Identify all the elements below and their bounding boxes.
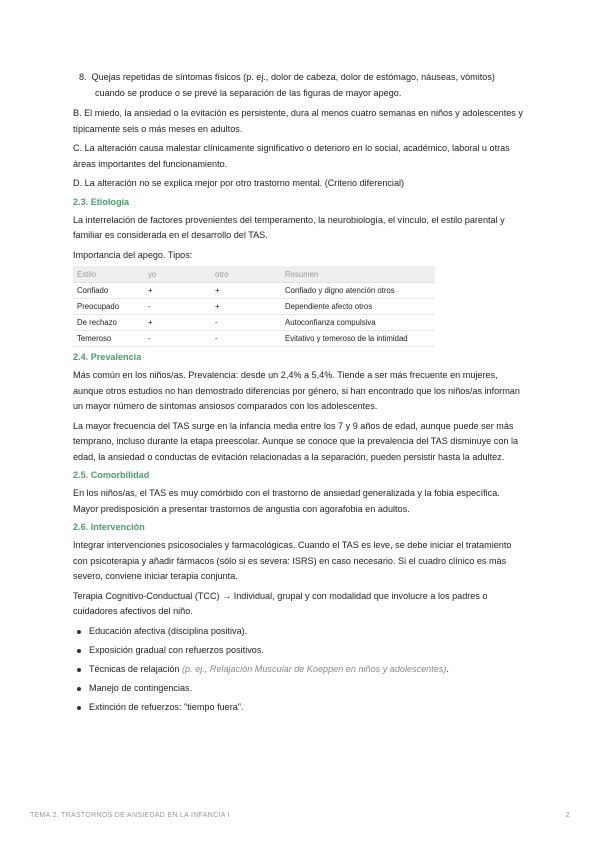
cell-otro: - <box>211 331 281 347</box>
cell-estilo: Temeroso <box>73 331 144 347</box>
header-estilo: Estilo <box>73 266 144 283</box>
list-item: Manejo de contingencias. <box>73 679 526 698</box>
table-row <box>73 331 435 347</box>
attachment-styles-table <box>73 266 435 347</box>
bullet-icon <box>77 687 81 691</box>
page-content <box>73 70 526 717</box>
cell-otro: + <box>211 299 281 315</box>
heading-intervencion: 2.6. Intervención <box>73 522 145 532</box>
header-yo: yo <box>144 266 211 283</box>
table-intro: Importancia del apego. Tipos: <box>73 249 193 260</box>
bullet-icon <box>77 630 81 634</box>
criterion-item-8 <box>73 70 526 101</box>
list-item: Educación afectiva (disciplina positiva). <box>73 622 526 641</box>
cell-yo: + <box>144 283 211 299</box>
cell-estilo: Confiado <box>73 283 144 299</box>
item-text-line1: Quejas repetidas de síntomas físicos (p. ej., dolor de cabeza, dolor de estómago, náuseas, vómitos) <box>91 72 495 82</box>
list-item: Extinción de refuerzos: "tiempo fuera". <box>73 698 526 717</box>
cell-resumen: Dependiente afecto otros <box>281 299 435 315</box>
list-item: Técnicas de relajación (p. ej., Relajación Muscular de Koeppen en niños y adolescentes). <box>73 660 526 679</box>
heading-prevalencia: 2.4. Prevalencia <box>73 352 142 362</box>
intervencion-text-1: Integrar intervenciones psicosociales y farmacológicas. Cuando el TAS es leve, se debe iniciar el tratamiento con psicoterapia y añadir fármacos (sólo si es severa: ISRS) en caso necesario. Si el cuadro clínico es más severo, conviene iniciar terapia conjunta. <box>73 540 512 581</box>
header-otro: otro <box>211 266 281 283</box>
relaxation-example-note: (p. ej., Relajación Muscular de Koeppen en niños y adolescentes) <box>182 663 447 674</box>
table-row <box>73 283 435 299</box>
criterion-d: D. La alteración no se explica mejor por otro trastorno mental. (Criterio diferencial) <box>73 178 405 188</box>
footer-title: TEMA 2. TRASTORNOS DE ANSIEDAD EN LA INFANCIA I <box>30 812 230 819</box>
bullet-icon <box>77 649 81 653</box>
item-number: 8. <box>79 72 87 82</box>
table-header-row <box>73 266 435 283</box>
cell-yo: - <box>144 299 211 315</box>
list-item: Exposición gradual con refuerzos positivos. <box>73 641 526 660</box>
prevalencia-text-1: Más común en los niños/as. Prevalencia: desde un 2,4% a 5,4%. Tiende a ser más frecuente en mujeres, aunque otros estudios no han demostrado diferencias por género, si han encontrado que los niños/as informan un mayor número de síntomas ansiosos comparados con los adolescentes. <box>73 370 520 411</box>
heading-etiologia: 2.3. Etiología <box>73 196 130 207</box>
cell-resumen: Autoconfianza compulsiva <box>281 315 435 331</box>
intervention-list <box>73 622 526 717</box>
cell-estilo: Preocupado <box>73 299 144 315</box>
cell-yo: - <box>144 331 211 347</box>
cell-resumen: Evitativo y temeroso de la intimidad <box>281 331 435 347</box>
table-row <box>73 299 435 315</box>
comorbilidad-text: En los niños/as, el TAS es muy comórbido con el trastorno de ansiedad generalizada y la fobia específica. Mayor predisposición a presentar trastornos de angustia con agorafobia en adultos. <box>73 488 500 514</box>
page-number: 2 <box>565 812 570 819</box>
etiologia-text: La interrelación de factores provenientes del temperamento, la neurobiología, el vínculo, el estilo parental y familiar es considerada en el desarrollo del TAS. <box>73 214 505 240</box>
page-footer <box>30 812 570 819</box>
header-resumen: Resumen <box>281 266 435 283</box>
criterion-c: C. La alteración causa malestar clínicamente significativo o deterioro en lo social, académico, laboral u otras áreas importantes del funcionamiento. <box>73 143 510 169</box>
cell-otro: - <box>211 315 281 331</box>
bullet-icon <box>77 706 81 710</box>
table-row <box>73 315 435 331</box>
cell-resumen: Confiado y digno atención otros <box>281 283 435 299</box>
cell-yo: + <box>144 315 211 331</box>
cell-estilo: De rechazo <box>73 315 144 331</box>
cell-otro: + <box>211 283 281 299</box>
heading-comorbilidad: 2.5. Comorbilidad <box>73 470 150 480</box>
bullet-icon <box>77 668 81 672</box>
prevalencia-text-2: La mayor frecuencia del TAS surge en la infancia media entre los 7 y 9 años de edad, aunque puede ser más temprano, incluso durante la etapa preescolar. Aunque se conoce que la prevalencia del TAS disminuye con la edad, la ansiedad o conductas de evitación relacionadas a la separación, pueden persistir hasta la adultez. <box>73 420 519 462</box>
criterion-b: B. El miedo, la ansiedad o la evitación es persistente, dura al menos cuatro semanas en niños y adolescentes y típicamente seis o más meses en adultos. <box>73 108 523 134</box>
intervencion-text-2: Terapia Cognitivo-Conductual (TCC) → Individual, grupal y con modalidad que involucre a los padres o cuidadores afectivos del niño. <box>73 590 488 616</box>
item-text-line2: cuando se produce o se prevé la separación de las figuras de mayor apego. <box>95 87 402 98</box>
